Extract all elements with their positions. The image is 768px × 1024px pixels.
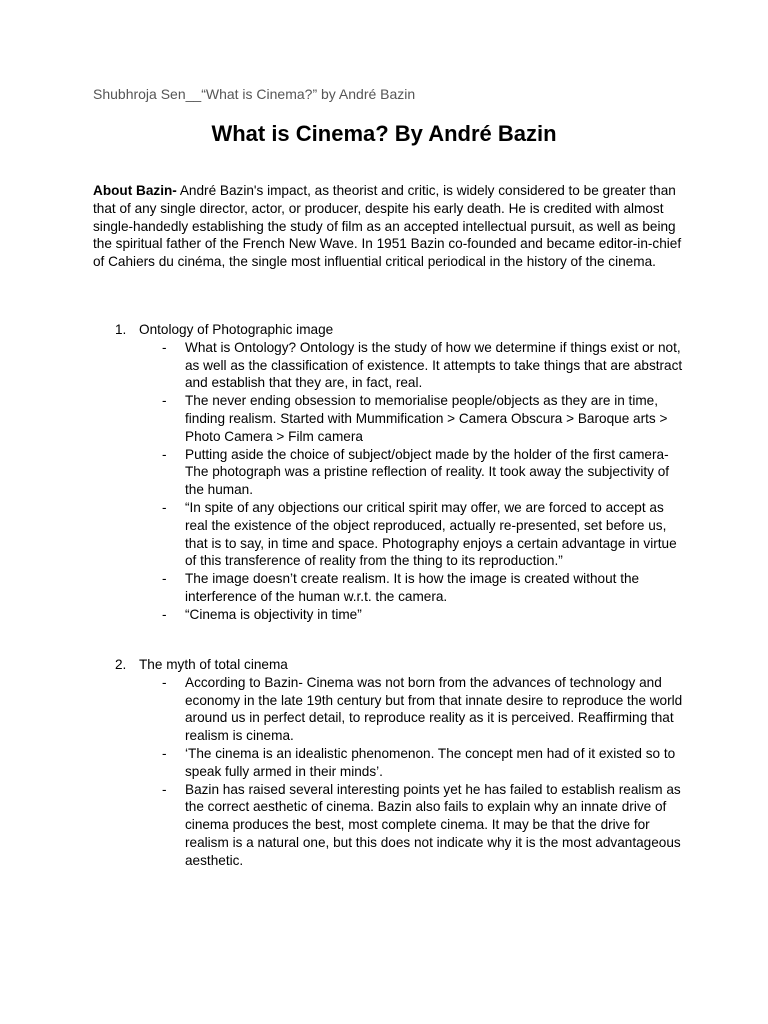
bullet-list <box>93 674 683 870</box>
bullet-dash: - <box>162 339 167 355</box>
document-header: Shubhroja Sen__“What is Cinema?” by André Bazin <box>93 86 416 102</box>
section-number: 2. <box>115 657 127 672</box>
list-item <box>93 606 683 624</box>
about-text: André Bazin's impact, as theorist and critic, is widely considered to be greater than that of any single director, actor, or producer, despite his early death. He is credited with almost single-handedly establishing the study of film as an accepted intellectual pursuit, as well as being the spiritual father of the French New Wave. In 1951 Bazin co-founded and became editor-in-chief of Cahiers du cinéma, the single most influential critical periodical in the history of the cinema. <box>93 183 682 270</box>
list-item-text: “In spite of any objections our critical spirit may offer, we are forced to accept as real the existence of the object reproduced, actually re-presented, set before us, that is to say, in time and space. Photography enjoys a certain advantage in virtue of this transference of reality from the thing to its reproduction.” <box>185 499 677 569</box>
section-heading <box>93 656 683 674</box>
list-item <box>93 745 683 781</box>
section-ontology <box>93 321 683 624</box>
list-item <box>93 446 683 499</box>
bullet-dash: - <box>162 606 167 622</box>
list-item-text: “Cinema is objectivity in time” <box>185 606 362 622</box>
bullet-dash: - <box>162 393 167 409</box>
section-number: 1. <box>115 322 127 337</box>
section-total-cinema <box>93 656 683 870</box>
list-item-text: What is Ontology? Ontology is the study of how we determine if things exist or not, as well as the classification of existence. It attempts to take things that are abstract and establish that they are, in fact, real. <box>185 339 683 391</box>
section-heading <box>93 321 683 339</box>
bullet-dash: - <box>162 781 167 797</box>
list-item <box>93 499 683 570</box>
bullet-dash: - <box>162 571 167 587</box>
about-paragraph <box>93 182 683 271</box>
bullet-dash: - <box>162 446 167 462</box>
bullet-dash: - <box>162 674 167 690</box>
bullet-dash: - <box>162 745 167 761</box>
section-heading-text: The myth of total cinema <box>139 657 288 672</box>
list-item <box>93 339 683 392</box>
list-item-text: According to Bazin- Cinema was not born from the advances of technology and economy in the late 19th century but from that innate desire to reproduce the world around us in perfect detail, to reproduce reality as it is perceived. Reaffirming that realism is cinema. <box>185 674 683 744</box>
list-item-text: The never ending obsession to memorialise people/objects as they are in time, finding realism. Started with Mummification > Camera Obscura > Baroque arts > Photo Camera > Film camera <box>185 393 668 444</box>
list-item <box>93 392 683 445</box>
list-item-text: Bazin has raised several interesting points yet he has failed to establish realism as the correct aesthetic of cinema. Bazin also fails to explain why an innate drive of cinema produces the best, most complete cinema. It may be that the drive for realism is a natural one, but this does not indicate why it is the most advantageous aesthetic. <box>185 781 681 868</box>
section-heading-text: Ontology of Photographic image <box>139 322 334 337</box>
list-item-text: ‘The cinema is an idealistic phenomenon. The concept men had of it existed so to speak fully armed in their minds’. <box>185 745 676 779</box>
bullet-dash: - <box>162 499 167 515</box>
list-item-text: The image doesn’t create realism. It is how the image is created without the interference of the human w.r.t. the camera. <box>185 571 640 604</box>
list-item-text: Putting aside the choice of subject/object made by the holder of the first camera- The photograph was a pristine reflection of reality. It took away the subjectivity of the human. <box>185 446 670 498</box>
page-title: What is Cinema? By André Bazin <box>211 121 557 146</box>
bullet-list <box>93 339 683 624</box>
about-label: About Bazin- <box>93 183 177 198</box>
list-item <box>93 570 683 606</box>
list-item <box>93 781 683 870</box>
list-item <box>93 674 683 745</box>
